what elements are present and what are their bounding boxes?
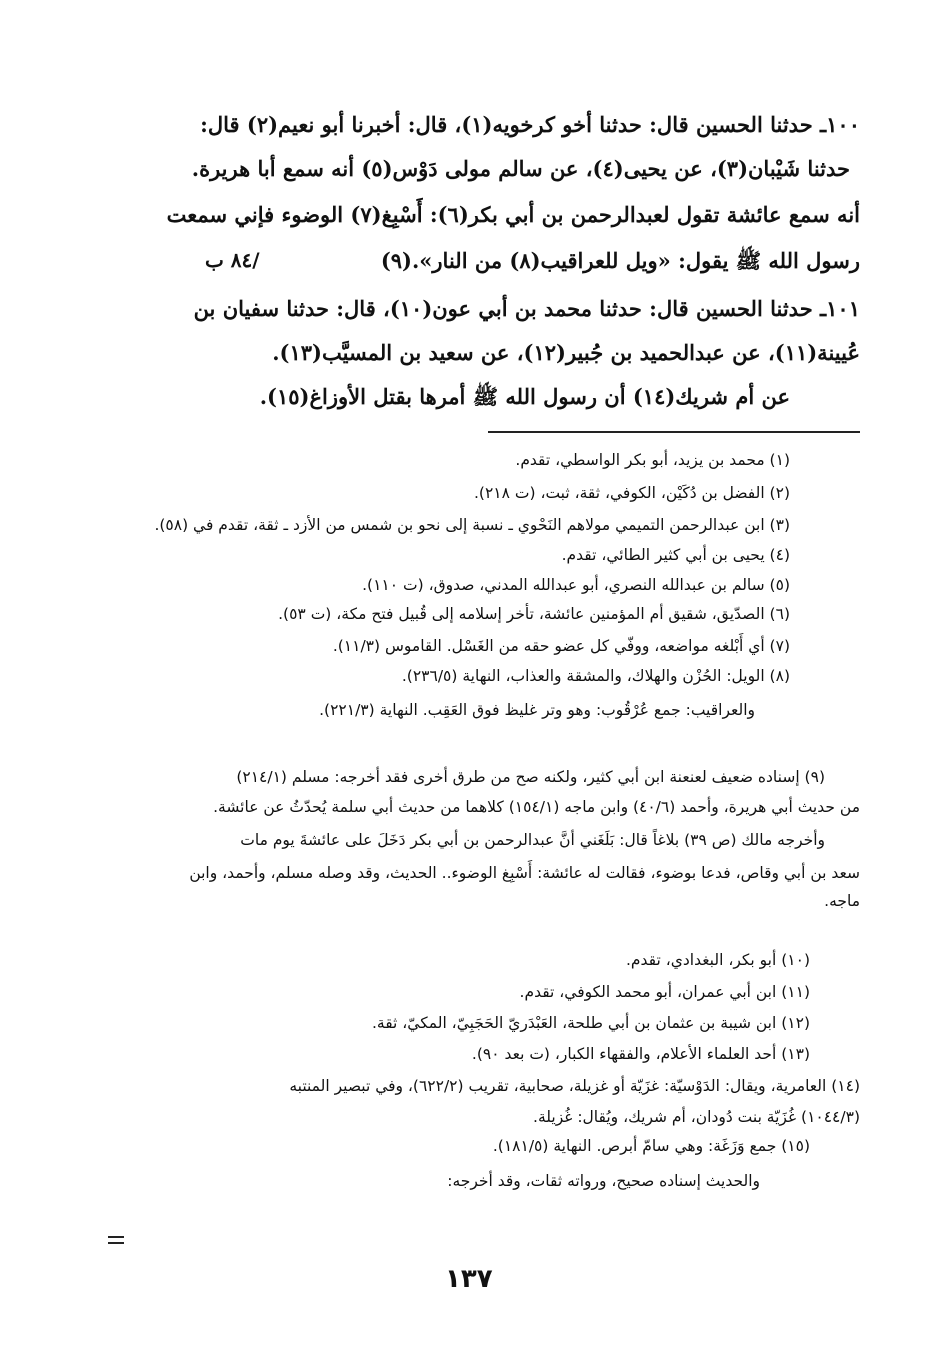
footnote: (٧) أي أَبْلغه مواضعه، ووفّي كل عضو حقه من الغَسْل. القاموس (١١/٣). — [332, 637, 790, 655]
hadith-line: رسول الله ﷺ يقول: «ويل للعراقيب(٨) من النار».(٩) — [380, 248, 860, 273]
hadith-line: حدثنا شَيْبان(٣)، عن يحيى(٤)، عن سالم مولى دَوْس(٥) أنه سمع أبا هريرة. — [191, 156, 850, 181]
footnote: والحديث إسناده صحيح، ورواته ثقات، وقد أخرجه: — [447, 1172, 760, 1190]
page-number: ١٣٧ — [445, 1264, 493, 1294]
hadith-line: ١٠١ـ حدثنا الحسين قال: حدثنا محمد بن أبي عون(١٠)، قال: حدثنا سفيان بن — [193, 296, 860, 321]
footnote-9: من حديث أبي هريرة، وأحمد (٤٠/٦) وابن ماجه (١٥٤/١) كلاهما من حديث أبي سلمة يُحدّثُ عن عائشة. — [213, 798, 860, 816]
footnote: (١٥) جمع وَزَغَة: وهي سامّ أبرص. النهاية (١٨١/٥). — [492, 1137, 810, 1155]
footnote: (١٤) العامرية، ويقال: الدَوْسيّة: غزَيّة أو غزيلة، صحابية، تقريب (٦٢٢/٢)، وفي تبصير المنتبه — [289, 1077, 860, 1095]
footnote-9: وأخرجه مالك (ص ٣٩) بلاغاً قال: بَلَغَني أنَّ عبدالرحمن بن أبي بكر دَخَلَ على عائشةَ يوم مات — [240, 831, 825, 849]
footnote-9: ماجه. — [824, 892, 860, 910]
footnote: (٢) الفضل بن دُكَيْن، الكوفي، ثقة، ثبت، (ت ٢١٨). — [474, 484, 790, 502]
hadith-101 — [105, 296, 860, 426]
footnote-separator — [488, 431, 860, 433]
footnote: (١) محمد بن يزيد، أبو بكر الواسطي، تقدم. — [515, 451, 790, 469]
footnote: والعراقيب: جمع عُرْقُوب: وهو وتر غليظ فوق العَقِب. النهاية (٢٢١/٣). — [319, 701, 755, 719]
footnote: (١٢) ابن شيبة بن عثمان بن أبي طلحة، العَبْدَريّ الحَجَبِيّ، المكيّ، ثقة. — [371, 1014, 810, 1032]
footnote: (١١) ابن أبي عمران، أبو محمد الكوفي، تقدم. — [519, 983, 810, 1001]
footnote: (٤) يحيى بن أبي كثير الطائي، تقدم. — [561, 546, 790, 564]
footnote: (١٣) أحد العلماء الأعلام، والفقهاء الكبار، (ت بعد ٩٠). — [471, 1045, 810, 1063]
hadith-line: عن أم شريك(١٤) أن رسول الله ﷺ أمرها بقتل الأوزاغ(١٥). — [259, 384, 790, 409]
footnote: (٥) سالم بن عبدالله النصري، أبو عبدالله المدني، صدوق، (ت ١١٠). — [362, 576, 790, 594]
footnote: (٦) الصدّيق، شقيق أم المؤمنين عائشة، تأخر إسلامه إلى قُبيل فتح مكة، (ت ٥٣). — [278, 605, 790, 623]
margin-mark — [108, 1236, 124, 1248]
hadith-line: عُيينة(١١)، عن عبدالحميد بن جُبير(١٢)، عن سعيد بن المسيَّب(١٣). — [272, 340, 860, 365]
footnote: (١٠) أبو بكر، البغدادي، تقدم. — [625, 951, 810, 969]
hadith-line: ١٠٠ـ حدثنا الحسين قال: حدثنا أخو كرخويه(١)، قال: أخبرنا أبو نعيم(٢) قال: — [200, 112, 860, 137]
manuscript-folio-marker: /٨٤ ب — [205, 248, 260, 272]
footnote-9: سعد بن أبي وقاص، فدعا بوضوء، فقالت له عائشة: أَسْبِغ الوضوء.. الحديث، وقد وصله مسلم، وأحمد، وابن — [189, 864, 860, 882]
hadith-line: أنه سمع عائشة تقول لعبدالرحمن بن أبي بكر(٦): أَسْبِغ(٧) الوضوء فإني سمعت — [166, 202, 860, 227]
footnote: (٣) ابن عبدالرحمن التميمي مولاهم النَحْوي ـ نسبة إلى نحو بن شمس من الأزد ـ ثقة، تقدم في (٥٨). — [154, 516, 790, 534]
footnote-9: (٩) إسناده ضعيف لعنعنة ابن أبي كثير، ولكنه صح من طرق أخرى فقد أخرجه: مسلم (٢١٤/١) — [236, 768, 825, 786]
footnote: (١٠٤٤/٣) غُزَيّة بنت دُودان، أم شريك، ويُقال: غُزيلة. — [533, 1108, 860, 1126]
footnote: (٨) الويل: الحُزْن والهلاك، والمشقة والعذاب، النهاية (٢٣٦/٥). — [401, 667, 790, 685]
